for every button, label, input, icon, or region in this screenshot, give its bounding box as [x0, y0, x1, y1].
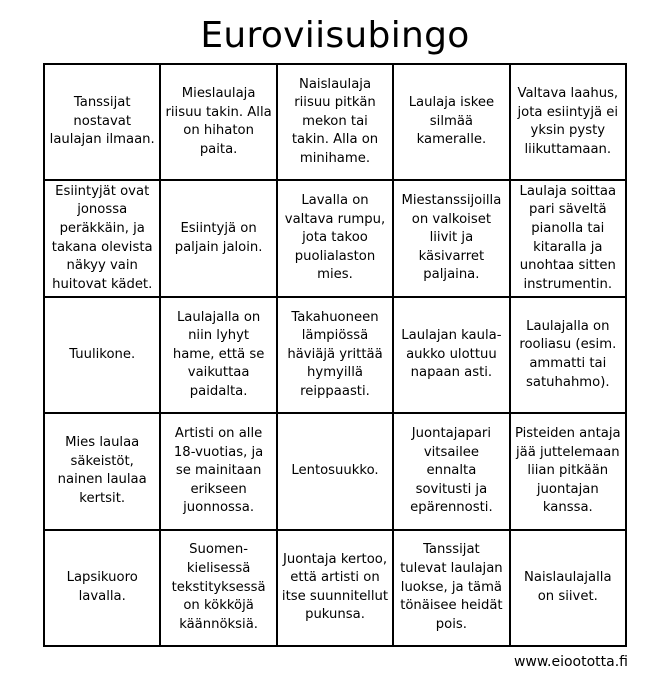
- bingo-cell-text: Laulajalla on niin lyhyt hame, että se vaikuttaa paidalta.: [172, 309, 265, 399]
- bingo-cell: [511, 531, 627, 647]
- bingo-cell-text: Miestanssijoilla on valkoiset liivit ja käsivarret paljaina.: [401, 193, 502, 283]
- bingo-cell-text: Esiintyjä on paljain jaloin.: [174, 221, 263, 255]
- bingo-cell: [45, 298, 161, 414]
- bingo-cell: [394, 531, 510, 647]
- bingo-cell-text: Juontaja kertoo, että artisti on itse suunnitellut pukunsa.: [281, 551, 389, 623]
- bingo-cell-text: Naislaulaja riisuu pitkän mekon tai takin. Alla on minihame.: [291, 76, 379, 167]
- bingo-cell: [45, 531, 161, 647]
- bingo-cell: [511, 414, 627, 530]
- page-title: Euroviisubingo: [200, 15, 470, 56]
- bingo-cell: [45, 65, 161, 181]
- bingo-cell: [278, 531, 394, 647]
- bingo-cell: [161, 531, 277, 647]
- bingo-cell-text: Valtava laahus, jota esiintyjä ei yksin pysty liikuttamaan.: [517, 86, 619, 157]
- bingo-cell: [45, 181, 161, 297]
- bingo-cell-text: Mieslaulaja riisuu takin. Alla on hihaton paita.: [165, 86, 272, 157]
- bingo-cell-text: Suomen-kielisessä tekstityksessä on kökköjä käännöksiä.: [171, 542, 266, 632]
- bingo-cell-text: Laulajalla on rooliasu (esim. ammatti tai satuhahmo).: [519, 318, 617, 390]
- bingo-cell-text: Lavalla on valtava rumpu, jota takoo puolialaston mies.: [284, 193, 386, 283]
- bingo-cell: [278, 181, 394, 297]
- bingo-cell: [394, 65, 510, 181]
- bingo-cell: [161, 181, 277, 297]
- bingo-cell-text: Naislaulajalla on siivet.: [524, 570, 612, 604]
- bingo-cell-text: Laulaja iskee silmää kameralle.: [408, 95, 495, 148]
- bingo-cell-text: Laulajan kaula-aukko ulottuu napaan asti.: [401, 328, 502, 381]
- bingo-cell-text: Takahuoneen lämpiössä häviäjä yrittää hymyillä reippaasti.: [287, 309, 383, 399]
- bingo-cell: [278, 414, 394, 530]
- bingo-cell: [511, 65, 627, 181]
- bingo-cell-text: Artisti on alle 18-vuotias, ja se mainitaan erikseen juonnossa.: [173, 425, 264, 516]
- bingo-cell-text: Tanssijat nostavat laulajan ilmaan.: [49, 95, 155, 148]
- bingo-cell: [511, 298, 627, 414]
- bingo-cell: [161, 298, 277, 414]
- bingo-cell-text: Lapsikuoro lavalla.: [66, 570, 138, 604]
- bingo-cell-text: Mies laulaa säkeistöt, nainen laulaa kertsit.: [57, 435, 147, 506]
- bingo-cell: [394, 414, 510, 530]
- bingo-grid: [43, 63, 627, 647]
- bingo-cell-text: Juontajapari vitsailee ennalta sovitusti ja epärennosti.: [410, 425, 493, 516]
- bingo-cell: [394, 181, 510, 297]
- bingo-cell: [45, 414, 161, 530]
- bingo-cell: [161, 414, 277, 530]
- bingo-cell-text: Lentosuukko.: [291, 463, 379, 479]
- bingo-cell-text: Laulaja soittaa pari säveltä pianolla tai kitaralla ja unohtaa sitten instrumentin.: [519, 183, 617, 292]
- bingo-cell-text: Tuulikone.: [69, 346, 136, 362]
- bingo-cell-text: Esiintyjät ovat jonossa peräkkäin, ja takana olevista näkyy vain huitovat kädet.: [51, 183, 153, 292]
- bingo-cell: [278, 65, 394, 181]
- source-url: www.eioototta.fi: [513, 654, 628, 670]
- bingo-cell: [161, 65, 277, 181]
- bingo-cell: [278, 298, 394, 414]
- bingo-cell: [511, 181, 627, 297]
- bingo-cell: [394, 298, 510, 414]
- bingo-cell-text: Tanssijat tulevat laulajan luokse, ja tämä tönäisee heidät pois.: [400, 542, 503, 632]
- bingo-cell-text: Pisteiden antaja jää juttelemaan liian pitkään juontajan kanssa.: [514, 425, 621, 516]
